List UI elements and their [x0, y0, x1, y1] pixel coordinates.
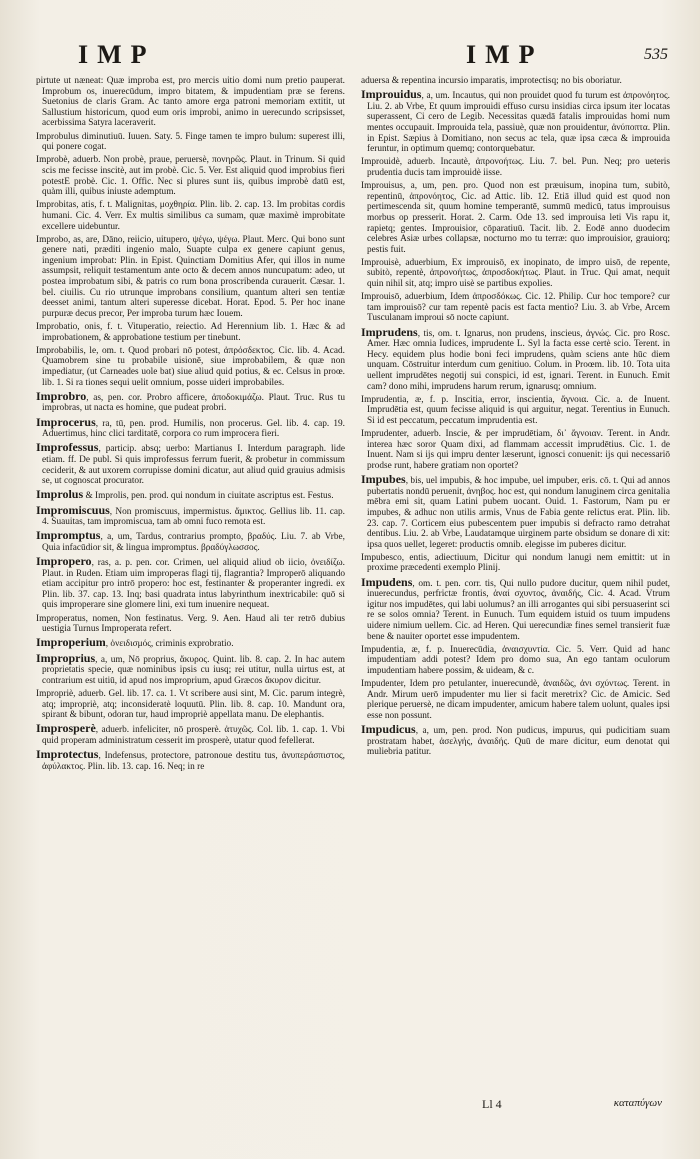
header-right-word: IMP	[466, 40, 544, 69]
dictionary-entry	[36, 76, 345, 129]
dictionary-entry	[36, 132, 345, 153]
dictionary-entry	[36, 749, 345, 772]
entry-headword: Impropero	[36, 554, 92, 569]
entry-headword: Improfessus	[36, 440, 99, 455]
entry-headword: Imprudens	[361, 324, 418, 339]
entry-headword: Impudens	[361, 574, 413, 589]
dictionary-entry	[36, 442, 345, 486]
entry-text: , ras, a. p. pen. cor. Crimen, uel aliquid aliud ob iicio, ὀνειδίζω. Plaut. in Ruden. Etiam uim improperas flagi tij, flagrantia? Improperō aliquando etiam accipitur pro intrō propero: hoc est, festinanter & properanter ingredi. ex Plin. lib. 37. cap. 13. Inq; basi quadrata intus labyrinthum inextricabile: quō si quis improperare sine glomere lini, exi tum inuenire nequeat.	[42, 558, 345, 611]
entry-text: Imprudentia, æ, f. p. Inscitia, error, inscientia, ἄγνοια. Cic. a. de Inuent. Imprudētia est, quum fecisse aliquid is qui arguitur, negat. Terentius in Eunuch. Si id est peccatum, peccatum imprudentia est.	[361, 394, 670, 426]
entry-headword: Impromptus	[36, 528, 101, 543]
dictionary-entry	[361, 574, 670, 643]
entry-headword: Improbro	[36, 388, 87, 403]
entry-text: Improbo, as, are, Dāno, reiicio, uitupero, ψέγω, ψέγω. Plaut. Merc. Qui bono sunt genere nati, præditi ingenio malo, Suapte culpa ex genere capiunt genus, ingenium improbat: Plin. in Epist. Quinctiam Domitius Afer, qui illos in nume assumpsit, reliquit testamentum ante octo & decem annos nuncupatum: adeo, ut postea improbatum sibi, & patris co rum bona proscribenda curauerit. Cæsar. 1. bel. ciuilis. Cu rio utrunque improbans consilium, quantum alteri sen tentiæ deesset animi, tantum alteri superesse dicebat. Horat. Epod. 5. Per hoc inane purpuræ decus precor, Per improba turum hæc Iouem.	[36, 234, 345, 319]
dictionary-entry	[36, 489, 345, 502]
dictionary-entry	[361, 258, 670, 290]
entry-text: Improuisō, aduerbium, Idem ἀπροσδόκως. Cic. 12. Philip. Cur hoc tempore? cur tam improuisō? cur tam repentè pacis est facta mentio? Liu. 3. ab Vrbe, Arcem Tusculanam improui sō nocte capiunt.	[361, 292, 670, 324]
dictionary-entry	[36, 723, 345, 746]
entry-text: , tis, om. t. Ignarus, non prudens, inscieus, ἀγνώς. Cic. pro Rosc. Amer. Hæc omnia Iudices, imprudente L. Syl la facta esse certè scio. Terent. in Hecy. equidem plus hodie boni feci imprudens, quàm sciens ante hūc diem unquam. Cōstruitur interdum cum genitiuo. Colum. in Proœm. lib. 10. Tota uita uellent imprudētes negotij sui conspici, id est, ignari. Terent. in Eunuch. Emit cam? dono mihi, imprudens harum rerum, ignarusq; omnium.	[367, 328, 670, 392]
dictionary-entry	[361, 89, 670, 155]
dictionary-entry	[36, 235, 345, 320]
entry-text: , a, um, Nō proprius, ἄκυρος. Quint. lib. 8. cap. 2. In hac autem proprietatis specie, quæ nominibus ipsis cu iusq; rei utitur, nulla uirtus est, at contrarium est uitiū, id apud nos improprium, apud Græcos ἄκυρον dicitur.	[42, 654, 345, 686]
page-footer	[36, 1097, 670, 1113]
entry-text: , a, um, pen. prod. Non pudicus, impurus, qui pudicitiam suam prostratam habet, ἀσελγής, ἀναιδής. Quū de mare dicitur, eum denotat qui muliebria patitur.	[367, 726, 670, 758]
entry-headword: Improlus	[36, 487, 84, 502]
entry-text: Improbabilis, le, om. t. Quod probari nō potest, ἀπρόσδεκτος. Cic. lib. 4. Acad. Quamobrem sine tu probabile uisionē, siue improbabilem, & quæ non impediatur, (ut Carneades uole bat) siue aliud quid potius, & ec. Celsus in proœ. lib. 1. Si ra tiones sequi uelit omnium, posse uideri improbabiles.	[36, 345, 345, 388]
dictionary-entry	[36, 530, 345, 553]
entry-text: , ὀνειδισμός, criminis exprobratio.	[105, 639, 234, 650]
right-column	[361, 76, 670, 1093]
dictionary-entry	[36, 637, 345, 650]
entry-text: , om. t. pen. corr. tis, Qui nullo pudore ducitur, quem nihil pudet, inuerecundus, perfrictæ frontis, ἀναί σχυντος, ἀναιδής, Cic. 4. Acad. Vtrum igitur nos impudētes, qui labi uolumus? an illi arrogantes qui sibi persuaserint sci re se solos omnia? Terent. in Eunuch. Tum equidem istuid os tuum impudens uidere nimium uellem. Cic. ad Heren. Qui uerecundiæ fines semel transierit fuæ bene & nauiter oportet esse impudentem.	[367, 578, 670, 642]
entry-text: Impudentia, æ, f. p. Inuerecūdia, ἀναισχυντία. Cic. 5. Verr. Quid ad hanc impudentiam addi potest? Idem pro domo sua, An ego tantam oculorum impudentiam habere possim, & uideam, & c.	[361, 644, 670, 676]
dictionary-entry	[361, 76, 670, 87]
entry-text: Improbatio, onis, f. t. Vituperatio, reiectio. Ad Herennium lib. 1. Hæc & ad improbationem, & approbatione testium per tinebunt.	[36, 322, 345, 343]
entry-headword: Improsperè	[36, 721, 96, 736]
entry-headword: Improprius	[36, 650, 96, 665]
dictionary-entry	[36, 556, 345, 611]
entry-text: Improbulus diminutiuū. Iuuen. Saty. 5. Finge tamen te impro bulum: superest illi, qui ponere cogat.	[36, 131, 345, 153]
dictionary-entry	[361, 474, 670, 550]
text-columns	[36, 76, 670, 1093]
dictionary-entry	[36, 650, 345, 687]
running-header	[36, 40, 670, 70]
entry-text: Imprudenter, aduerb. Inscie, & per imprudētiam, δι᾽ ἄγνοιαν. Terent. in Andr. interea hæc soror Quam dixi, ad flammam accessit imprudētius. Cic. 1. de Inuent. Nam si ijs qui impru denter læserunt, ignosci conuenit: ijs qui necessariō prodse runt, habere gratiam non oportet?	[361, 429, 670, 471]
entry-headword: Impromiscuus	[36, 502, 110, 517]
dictionary-entry	[361, 429, 670, 471]
entry-text: Improbè, aduerb. Non probè, praue, peruersè, πονηρῶς. Plaut. in Trinum. Si quid scis me fecisse inscitè, aut im probè. Cic. 5. Ver. Est aliquid quod improbius fieri potestE probè. Cic. 1. Offic. Nec si plures sunt iis, quibus improbè datū est, quàm illi, quibus iniuste ademptum.	[36, 155, 345, 198]
dictionary-entry	[361, 395, 670, 427]
page-number: 535	[644, 46, 668, 63]
dictionary-entry	[36, 388, 345, 414]
entry-headword: Improuidus	[361, 87, 422, 102]
entry-headword: Impudicus	[361, 722, 416, 737]
entry-text: , Non promiscuus, impermistus. ἄμικτος. Gellius lib. 11. cap. 4. Suauitas, tam impromiscua, tam ab omni fuco remota est.	[42, 506, 345, 528]
dictionary-entry	[36, 346, 345, 388]
dictionary-entry	[36, 322, 345, 343]
dictionary-entry	[361, 181, 670, 255]
dictionary-entry	[36, 155, 345, 197]
header-left-word: IMP	[78, 40, 156, 69]
dictionary-entry	[36, 200, 345, 232]
entry-headword: Improcerus	[36, 414, 96, 429]
entry-text: , as, pen. cor. Probro afficere, ἀποδοκιμάζω. Plaut. Truc. Rus tu improbras, ut nacta es homine, que pudeat probri.	[42, 392, 345, 414]
entry-headword: Improperium	[36, 635, 106, 650]
dictionary-entry	[36, 614, 345, 635]
entry-text: Improbitas, atis, f. t. Malignitas, μοχθηρία. Plin. lib. 2. cap. 13. Im probitas cordis humani. Cic. 4. Verr. Ex multis similibus ca sumam, quæ maximè improbitate excellere uidebuntur.	[36, 200, 345, 232]
entry-text: aduersa & repentina incursio imparatis, improtectisq; no bis oboriatur.	[361, 76, 622, 86]
dictionary-entry	[361, 292, 670, 324]
entry-text: & Improlis, pen. prod. qui nondum in ciuitate ascriptus est. Festus.	[83, 491, 334, 502]
dictionary-entry	[361, 553, 670, 574]
entry-text: Improuisè, aduerbium, Ex improuisō, ex inopinato, de impro uisō, de repente, subitò, repentè, ἀπρονοήτως, ἀπροσδοκήτως. Plaut. in Truc. Qui amat, nequit quin nihil sit, atq; impro uisè se partibus expolies.	[361, 257, 670, 290]
left-column	[36, 76, 345, 1093]
dictionary-entry	[361, 324, 670, 393]
entry-text: , Indefensus, protectore, patronoue destitu tus, ἀνυπεράσπιστος, ἀφύλακτος. Plin. lib. 13. cap. 16. Neq; in re	[42, 751, 345, 772]
entry-text: , bis, uel impubis, & hoc impube, uel impuber, eris. cō. t. Qui ad annos pubertatis nondū peruenit, ἀνηβος. hoc est, qui nondum lanuginem circa genitalia mēbra emi sit, quam Latini pubem uocant. Ouid. 1. Fastorum, Nam pu er impubes, & adhuc non utilis armis, Vnus de Fabia gente relictus erat. Plin. lib. 23. cap. 7. Corticem eius pubescentem puer impubis si defracto ramo detrahat dentibus. Liu. 2. ab Vrbe, Laudatamque uirginem parte obsidum se donare di xit: ipsa quos uellet, legeret: productis omnib. elegisse im puberes dicitur.	[367, 476, 670, 550]
entry-text: Impropriè, aduerb. Gel. lib. 17. ca. 1. Vt scribere ausi sint, M. Cic. parum integrè, atq; impropriè, atq; inconsideratè loquutū. Plin. lib. 8. cap. 10. Mandunt ora, spirant & bibunt, odoran tur, haud impropriè appellata manu. De elephantis.	[36, 688, 345, 721]
entry-text: pirtute ut næneat: Quæ improba est, pro mercis uitio domi num pretio pauperat. Improbum os, inuerecūdum, impro bitatem, & impudentiam præ se ferens. Suetonius de claris Gram. Ac tanto amore erga patroni memoriam extitit, ut Sallustium historicum, quod eum oris improbi, animo in uerecundo scripsisset, acerbissima Satyra laceraverit.	[36, 76, 345, 129]
entry-text: , a, um. Incautus, qui non prouidet quod fu turum est ἀπρονόητος. Liu. 2. ab Vrbe, Et quum improuidi effuso cursu insidias circa ipsum iter locatas superassent, Ci cero de Legib. Necessitas quædā fatalis improuidas homi num mentes occupauit. Improuida tela, passiuè, quæ non prouidentur, ἀνύποπτα. Plin. in Epist. Sæpius à Domitiano, non secus ac tela, quæ ipsa cæca & improuida feruntur, in optimum quemq; contorquebatur.	[367, 91, 670, 155]
dictionary-entry	[361, 157, 670, 178]
signature-mark: Ll 4	[482, 1097, 502, 1111]
dictionary-entry	[36, 414, 345, 440]
entry-text: Impudenter, Idem pro petulanter, inuerecundè, ἀναιδῶς, ἀνι σχύντως. Terent. in Andr. Mirum uerō impudenter mu lier si facit meretrix? Cic. de Amicic. Sed plerique peruersè, ne dicam impudenter, amicum habere talem uolunt, quales ipsi esse non possunt.	[361, 679, 670, 721]
dictionary-entry	[36, 689, 345, 721]
entry-headword: Impubes	[361, 472, 406, 487]
dictionary-entry	[361, 724, 670, 758]
dictionary-entry	[361, 679, 670, 721]
entry-text: Improuisus, a, um, pen. pro. Quod non est præuisum, inopina tum, subitò, repentinū, ἀπρονόητος, Cic. ad Attic. lib. 12. Etiā illud quid est quod non pertimescenda sit, quum homine temperantē, summū medicū, tatus improuisus morbus op presserit. Horat. 2. Carm. Ode 13. sed improuisa leti Vis rapu it, rapietq; gentes. Improuisior, cōparatiuū. Tacit. lib. 2. Eodē anno duodecim celebres Asiæ urbes collapsæ, nocturno mo tu terræ: quo improuisior, grauiorq; pestis fuit.	[361, 181, 670, 255]
entry-text: Improperatus, nomen, Non festinatus. Verg. 9. Aen. Haud ali ter retrō dubius uestigia Turnus Improperata refert.	[36, 613, 345, 635]
catchword: καταπύγων	[613, 1097, 662, 1109]
dictionary-entry	[361, 645, 670, 677]
entry-headword: Improtectus	[36, 747, 99, 762]
entry-text: , particip. absq; uerbo: Martianus I. Interdum paragraph. lide etiam. ff. De publ. Si quis improfessus ferrum fuerit, & probetur in commissum ceciderit, & aut uxorem corrupisse domini dicatur, aut aliud quid grauius admisis se, ut cognoscat procurator.	[42, 444, 345, 487]
entry-text: Impubesco, entis, adiectiuum, Dicitur qui nondum lanugi nem emittit: ut in proxime præcedenti exemplo Plinij.	[361, 552, 670, 574]
entry-text: , ra, tū, pen. prod. Humilis, non procerus. Gel. lib. 4. cap. 19. Aduertimus, hinc clici tarditatē, corpora co rum improcera fieri.	[42, 418, 345, 440]
entry-text: , aduerb. infeliciter, nō prosperè. ἀτυχῶς. Col. lib. 1. cap. 1. Vbi quid properam administratum cesserit im prosperè, utatur quod fefellerat.	[42, 725, 345, 746]
entry-text: , a, um, Tardus, contrarius prompto, βραδύς. Liu. 7. ab Vrbe, Quia infacūdior sit, & lingua impromptus. βραδύγλωσσος.	[42, 532, 345, 553]
dictionary-entry	[36, 502, 345, 528]
entry-text: Improuidè, aduerb. Incautè, ἀπρονοήτως. Liu. 7. bel. Pun. Neq; pro ueteris prudentia ducis tam improuidè iisse.	[361, 157, 670, 178]
